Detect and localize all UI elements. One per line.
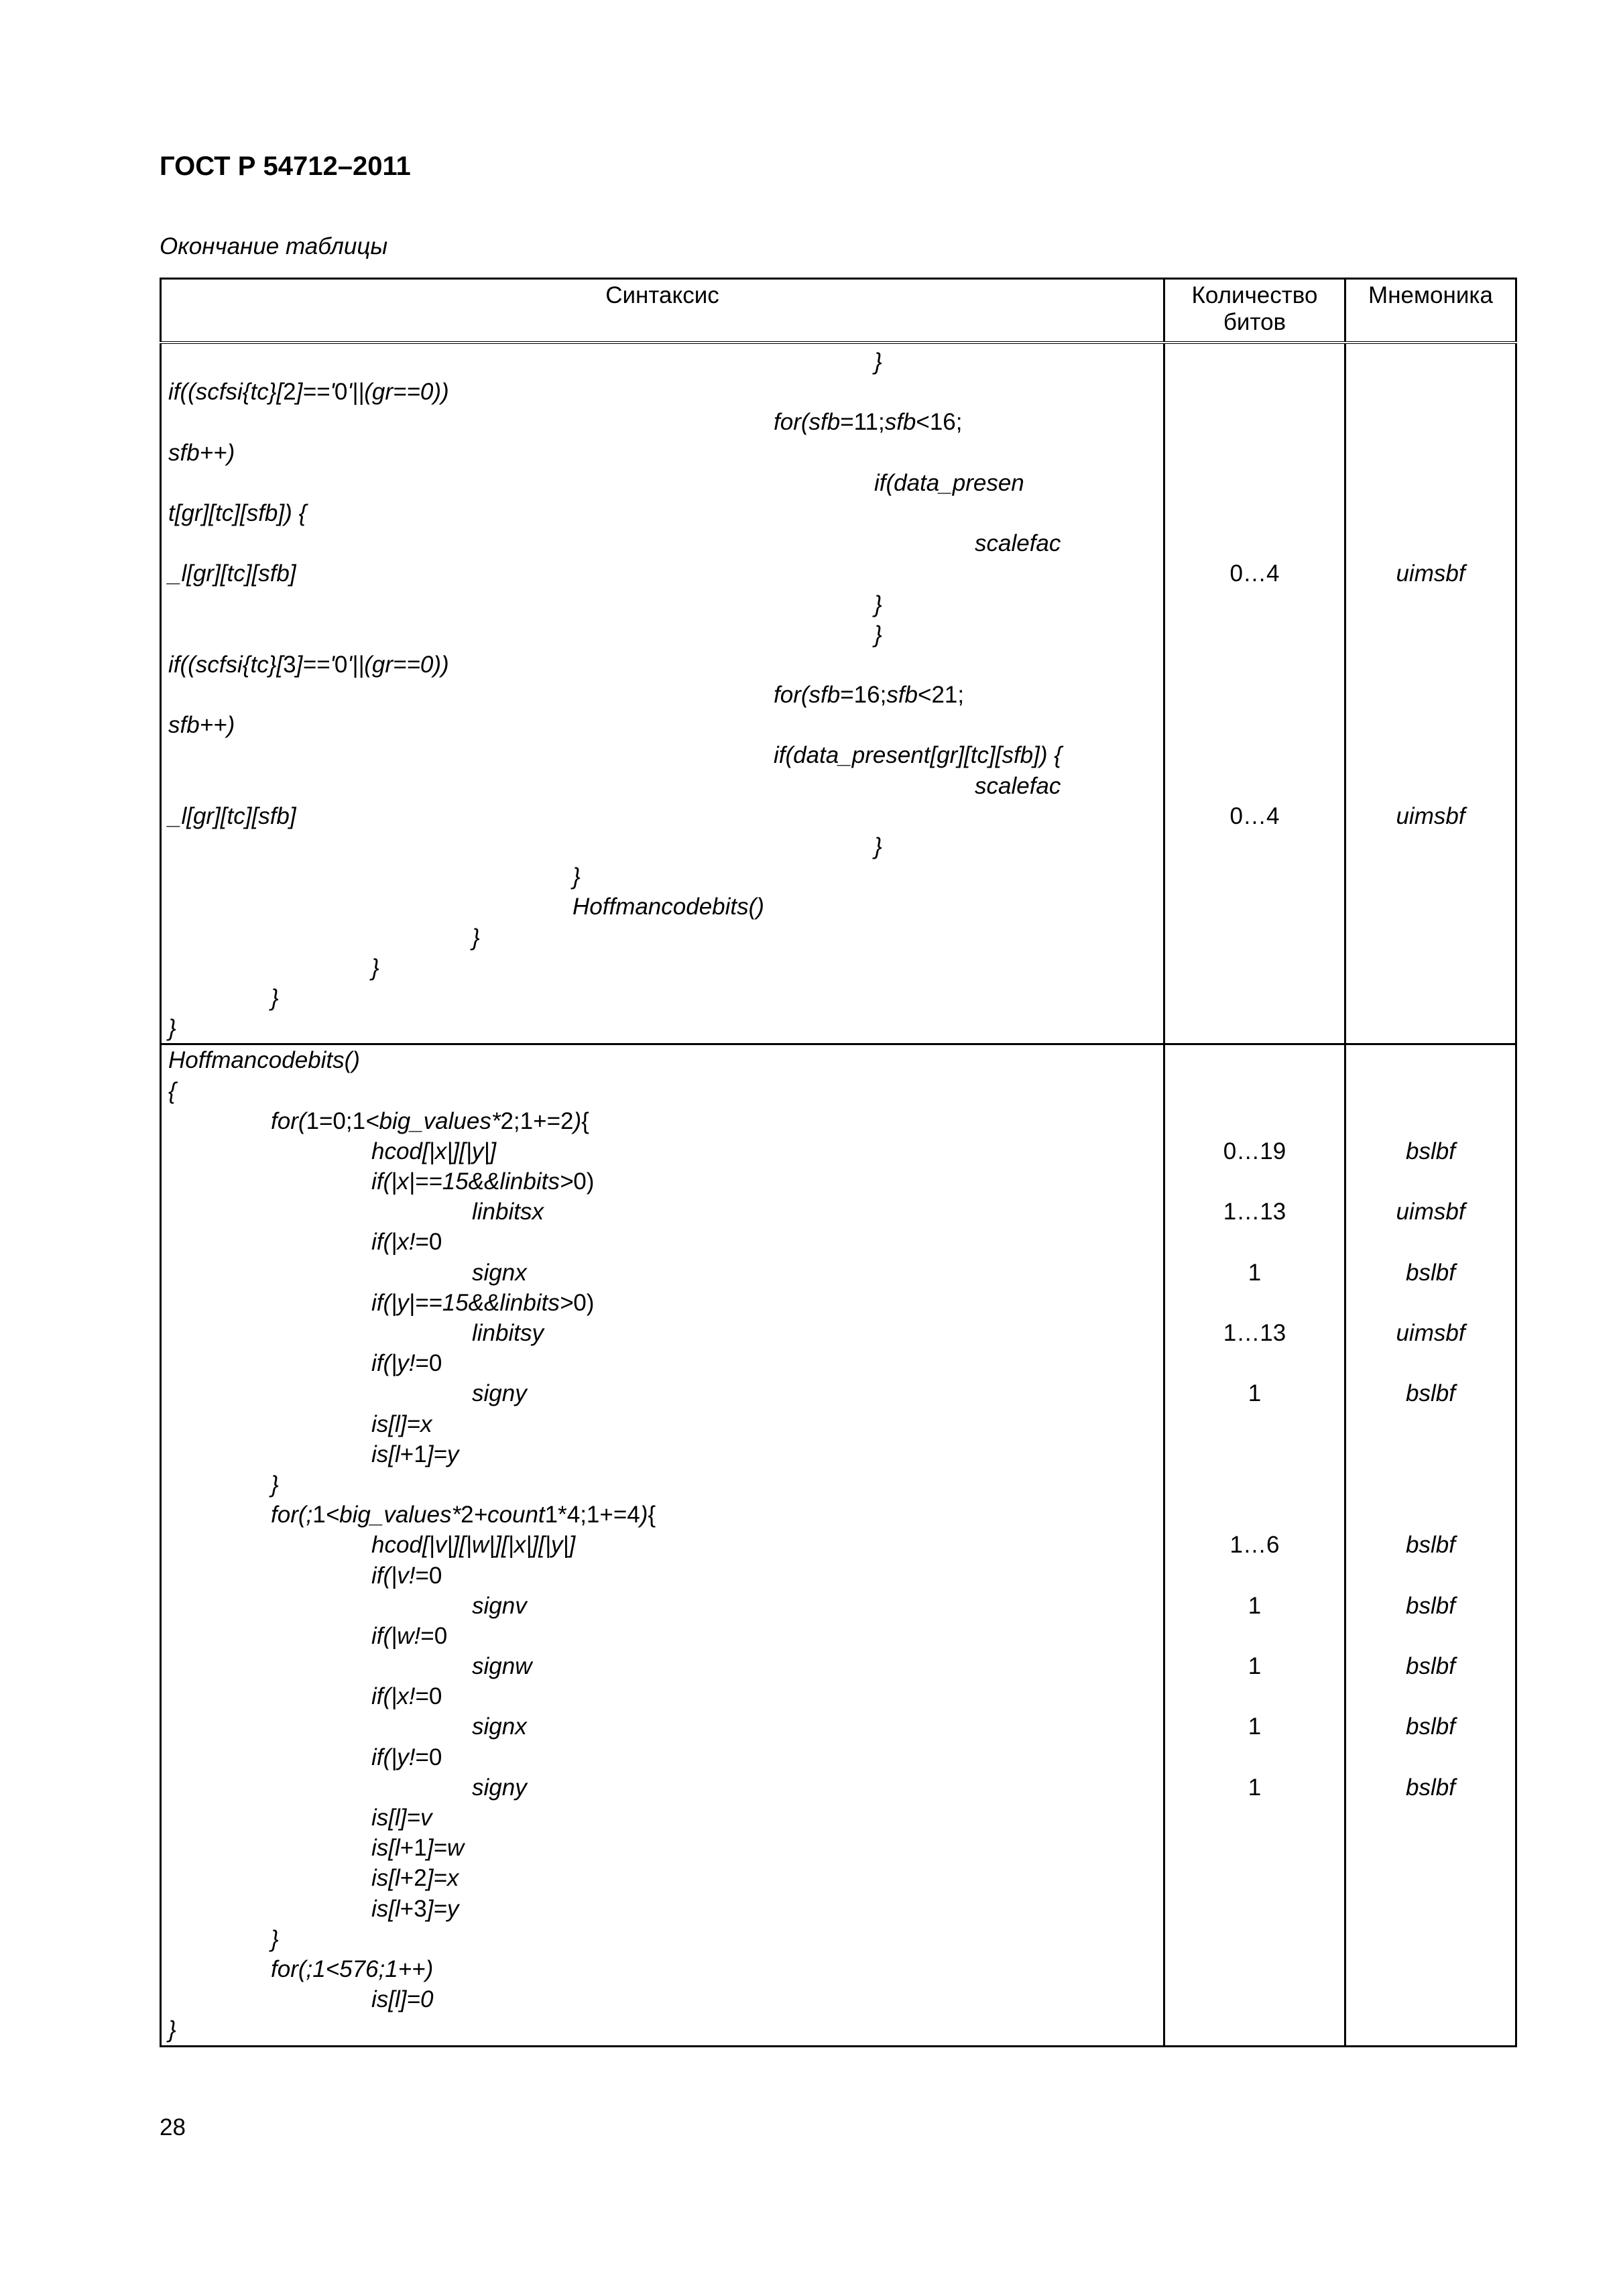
mnemonic-value: [1346, 1954, 1515, 1984]
code-token: 0: [334, 651, 348, 678]
syntax-line: [168, 1530, 1163, 1560]
syntax-line: [168, 619, 1163, 650]
code-token: 1=0;1: [306, 1107, 366, 1134]
mnemonic-value: [1346, 1106, 1515, 1136]
syntax-line: [168, 347, 1163, 377]
code-token: ]==': [296, 651, 335, 678]
syntax-line: [168, 801, 1163, 831]
mnemonic-value: [1346, 1561, 1515, 1591]
code-token: 0: [334, 379, 348, 406]
code-token: <big_values*: [325, 1502, 461, 1528]
mnemonic-value: bslbf: [1406, 1713, 1455, 1740]
mnemonic-value: [1346, 650, 1515, 680]
syntax-line: [168, 377, 1163, 407]
bits-value: [1165, 1742, 1344, 1772]
bits-value: [1165, 1288, 1344, 1318]
table-caption: Окончание таблицы: [160, 233, 388, 259]
code-token: 0): [573, 1168, 595, 1195]
syntax-cell: [161, 343, 1164, 1044]
header-bits-line-2: битов: [1223, 309, 1286, 335]
bits-value: [1165, 1621, 1344, 1651]
bits-value: [1165, 680, 1344, 710]
mnemonic-value: [1346, 1500, 1515, 1530]
code-token: for(;1<576;1++): [271, 1955, 434, 1982]
syntax-line: [168, 1378, 1163, 1408]
code-token: if(data_present[gr][tc][sfb]) {: [774, 742, 1062, 769]
code-token: is[l: [371, 1865, 400, 1892]
mnemonic-value: [1346, 1803, 1515, 1833]
code-token: Hoffmancodebits(): [168, 1047, 360, 1074]
bits-value: [1165, 2014, 1344, 2045]
code-token: if(|x!: [371, 1229, 416, 1256]
mnemonic-value: [1346, 953, 1515, 983]
code-token: signy: [472, 1774, 527, 1801]
code-token: }: [168, 2016, 176, 2043]
bits-value: [1165, 468, 1344, 498]
header-syntax: [161, 279, 1164, 343]
header-mnemonic: [1345, 279, 1516, 343]
code-token: <big_values*: [365, 1107, 501, 1134]
table-header-row: [161, 279, 1516, 343]
page-number: 28: [160, 2114, 186, 2140]
syntax-line: [168, 1500, 1163, 1530]
mnemonic-value: [1346, 1984, 1515, 2014]
mnemonic-value: [1346, 1833, 1515, 1863]
bits-value: [1165, 347, 1344, 377]
syntax-line: [168, 771, 1163, 801]
bits-value: [1165, 740, 1344, 770]
syntax-line: [168, 1197, 1163, 1227]
code-token: is[l]=0: [371, 1986, 434, 2013]
code-token: is[l]=x: [371, 1410, 432, 1437]
mnemonic-value: [1346, 468, 1515, 498]
code-token: }: [168, 1015, 176, 1042]
code-token: is[l: [371, 1441, 400, 1467]
bits-value: [1165, 650, 1344, 680]
bits-value: [1165, 1894, 1344, 1924]
code-token: 2: [461, 1502, 474, 1528]
syntax-line: [168, 710, 1163, 740]
bits-value: [1165, 1166, 1344, 1197]
mnemonic-value: [1346, 498, 1515, 528]
syntax-line: [168, 1803, 1163, 1833]
code-token: }: [874, 621, 882, 648]
syntax-line: [168, 2014, 1163, 2045]
code-token: sfb++): [168, 712, 235, 739]
code-token: for(sfb: [774, 682, 841, 709]
syntax-line: [168, 922, 1163, 953]
bits-value: 1: [1248, 1259, 1262, 1286]
syntax-line: [168, 407, 1163, 437]
bits-value: 0…19: [1223, 1138, 1286, 1164]
code-token: scalefac: [975, 772, 1061, 799]
header-mnemonic-label: Мнемоника: [1368, 282, 1493, 308]
code-token: for(sfb: [774, 409, 841, 436]
code-token: if(data_presen: [874, 469, 1024, 496]
code-token: =0: [415, 1683, 442, 1710]
mnemonic-value: bslbf: [1406, 1774, 1455, 1801]
mnemonic-value: bslbf: [1406, 1138, 1455, 1164]
mnemonic-value: [1346, 740, 1515, 770]
code-token: '||(gr==0)): [347, 651, 449, 678]
bits-value: [1165, 1106, 1344, 1136]
document-title: ГОСТ Р 54712–2011: [160, 152, 411, 181]
syntax-line: [168, 983, 1163, 1013]
syntax-line: [168, 528, 1163, 558]
code-token: ]=y: [426, 1441, 459, 1467]
mnemonic-value: [1346, 1439, 1515, 1469]
code-token: scalefac: [975, 530, 1061, 557]
bits-value: 1: [1248, 1653, 1262, 1680]
code-token: if(|x!: [371, 1683, 416, 1710]
mnemonic-value: [1346, 1045, 1515, 1075]
code-token: if(|y!: [371, 1744, 416, 1770]
bits-value: [1165, 1045, 1344, 1075]
mnemonic-value: bslbf: [1406, 1380, 1455, 1407]
code-token: sfb++): [168, 439, 235, 466]
mnemonic-value: [1346, 1409, 1515, 1439]
code-token: signv: [472, 1592, 527, 1619]
bits-value: [1165, 831, 1344, 861]
mnemonic-value: [1346, 1621, 1515, 1651]
syntax-line: [168, 1621, 1163, 1651]
syntax-line: [168, 680, 1163, 710]
bits-value: [1165, 407, 1344, 437]
bits-value: [1165, 861, 1344, 892]
bits-value: 1…13: [1223, 1199, 1286, 1225]
code-token: 1: [544, 1502, 558, 1528]
code-token: for(: [271, 1107, 306, 1134]
bits-value: [1165, 1681, 1344, 1711]
bits-value: [1165, 1924, 1344, 1954]
code-token: linbitsx: [472, 1199, 544, 1225]
code-token: is[l: [371, 1835, 400, 1862]
code-token: }: [874, 591, 882, 617]
mnemonic-cell: [1345, 1044, 1516, 2046]
syntax-line: [168, 1258, 1163, 1288]
bits-cell: [1164, 1044, 1345, 2046]
code-token: '||(gr==0)): [347, 379, 449, 406]
bits-value: 1…13: [1223, 1320, 1286, 1346]
mnemonic-value: [1346, 1742, 1515, 1772]
code-token: sfb: [884, 409, 916, 436]
code-token: }: [271, 1925, 279, 1952]
code-token: <16;: [916, 409, 963, 436]
code-token: {: [648, 1502, 656, 1528]
mnemonic-value: [1346, 1469, 1515, 1500]
header-bits: [1164, 279, 1345, 343]
mnemonic-value: [1346, 831, 1515, 861]
syntax-line: [168, 861, 1163, 892]
mnemonic-value: bslbf: [1406, 1259, 1455, 1286]
mnemonic-value: [1346, 2014, 1515, 2045]
bits-value: [1165, 983, 1344, 1013]
code-token: +1: [400, 1835, 427, 1862]
syntax-line: [168, 831, 1163, 861]
syntax-line: [168, 1013, 1163, 1043]
syntax-line: [168, 892, 1163, 922]
syntax-line: [168, 1681, 1163, 1711]
bits-value: [1165, 1076, 1344, 1106]
syntax-line: [168, 1076, 1163, 1106]
mnemonic-value: [1346, 407, 1515, 437]
code-token: }: [271, 1471, 279, 1498]
code-token: 0): [573, 1289, 595, 1316]
mnemonic-value: [1346, 619, 1515, 650]
mnemonic-value: [1346, 438, 1515, 468]
syntax-line: [168, 589, 1163, 619]
syntax-line: [168, 1288, 1163, 1318]
bits-value: [1165, 1409, 1344, 1439]
code-token: signy: [472, 1380, 527, 1407]
syntax-line: [168, 1318, 1163, 1348]
syntax-line: [168, 1924, 1163, 1954]
mnemonic-value: [1346, 1924, 1515, 1954]
bits-value: [1165, 922, 1344, 953]
bits-value: [1165, 1500, 1344, 1530]
code-token: }: [472, 924, 480, 951]
syntax-line: [168, 1136, 1163, 1166]
code-token: signw: [472, 1653, 532, 1680]
bits-value: [1165, 498, 1344, 528]
syntax-line: [168, 1591, 1163, 1621]
mnemonic-value: [1346, 1227, 1515, 1257]
code-token: =11;: [840, 409, 885, 436]
code-token: {: [168, 1077, 176, 1104]
code-token: =0: [415, 1744, 442, 1770]
code-token: }: [271, 984, 279, 1011]
code-token: t[gr][tc][sfb]) {: [168, 499, 307, 526]
code-token: is[l: [371, 1895, 400, 1922]
bits-value: [1165, 710, 1344, 740]
bits-value: [1165, 1469, 1344, 1500]
table-body: [161, 343, 1516, 2046]
code-token: if(|x|==15&&linbits>: [371, 1168, 574, 1195]
syntax-line: [168, 740, 1163, 770]
bits-value: 1: [1248, 1380, 1262, 1407]
code-token: for(;: [271, 1502, 313, 1528]
mnemonic-value: [1346, 1166, 1515, 1197]
code-token: ]==': [296, 379, 335, 406]
code-token: +3: [400, 1895, 427, 1922]
bits-value: [1165, 1227, 1344, 1257]
code-token: sfb: [886, 682, 918, 709]
syntax-line: [168, 1833, 1163, 1863]
code-token: _l[gr][tc][sfb]: [168, 560, 296, 587]
code-token: }: [371, 954, 379, 981]
code-token: ]=x: [426, 1865, 459, 1892]
syntax-line: [168, 1348, 1163, 1378]
header-syntax-label: Синтаксис: [605, 282, 719, 308]
table-row: [161, 1044, 1516, 2046]
code-token: =0: [415, 1350, 442, 1377]
mnemonic-value: [1346, 1894, 1515, 1924]
code-token: 1: [312, 1502, 326, 1528]
mnemonic-value: uimsbf: [1396, 1320, 1465, 1346]
code-token: +count: [473, 1502, 545, 1528]
mnemonic-value: [1346, 710, 1515, 740]
mnemonic-value: [1346, 680, 1515, 710]
code-token: 3: [283, 651, 296, 678]
syntax-line: [168, 1711, 1163, 1742]
syntax-line: [168, 1651, 1163, 1681]
code-token: }: [573, 863, 581, 890]
syntax-line: [168, 1742, 1163, 1772]
code-token: if(|y!: [371, 1350, 416, 1377]
mnemonic-value: [1346, 1288, 1515, 1318]
syntax-line: [168, 1409, 1163, 1439]
code-token: ): [640, 1502, 648, 1528]
syntax-line: [168, 1439, 1163, 1469]
code-token: if((scfsi{tc}[: [168, 651, 284, 678]
code-token: =0: [420, 1622, 448, 1649]
bits-value: [1165, 1013, 1344, 1043]
code-token: 2: [283, 379, 296, 406]
mnemonic-value: bslbf: [1406, 1592, 1455, 1619]
code-token: +1: [400, 1441, 427, 1467]
mnemonic-value: [1346, 983, 1515, 1013]
mnemonic-value: [1346, 1681, 1515, 1711]
code-token: +2: [400, 1865, 427, 1892]
bits-value: [1165, 1439, 1344, 1469]
syntax-line: [168, 650, 1163, 680]
code-token: =0: [415, 1229, 442, 1256]
code-token: {: [581, 1107, 589, 1134]
bits-value: 1: [1248, 1774, 1262, 1801]
code-token: hcod[|x|][|y|]: [371, 1138, 497, 1164]
syntax-line: [168, 498, 1163, 528]
bits-value: [1165, 377, 1344, 407]
bits-value: [1165, 438, 1344, 468]
code-token: signx: [472, 1259, 527, 1286]
syntax-line: [168, 1894, 1163, 1924]
mnemonic-cell: [1345, 343, 1516, 1044]
syntax-line: [168, 468, 1163, 498]
code-token: Hoffmancodebits(): [573, 894, 764, 920]
bits-value: [1165, 1561, 1344, 1591]
bits-value: [1165, 1803, 1344, 1833]
code-token: }: [874, 833, 882, 859]
code-token: is[l]=v: [371, 1805, 432, 1831]
bits-value: 1: [1248, 1592, 1262, 1619]
mnemonic-value: [1346, 861, 1515, 892]
syntax-line: [168, 953, 1163, 983]
syntax-line: [168, 438, 1163, 468]
code-token: 2;1+=2: [500, 1107, 574, 1134]
syntax-line: [168, 1106, 1163, 1136]
bits-value: [1165, 953, 1344, 983]
mnemonic-value: [1346, 1076, 1515, 1106]
mnemonic-value: [1346, 377, 1515, 407]
code-token: if(|w!: [371, 1622, 421, 1649]
bits-value: 0…4: [1229, 802, 1280, 829]
code-token: if(|v!: [371, 1562, 416, 1589]
code-token: *4;1+=4: [558, 1502, 640, 1528]
bits-value: [1165, 1954, 1344, 1984]
bits-value: 0…4: [1229, 560, 1280, 587]
bits-value: [1165, 771, 1344, 801]
bits-value: [1165, 1863, 1344, 1893]
bits-value: [1165, 892, 1344, 922]
syntax-line: [168, 1166, 1163, 1197]
syntax-line: [168, 1984, 1163, 2014]
bits-value: [1165, 1984, 1344, 2014]
syntax-line: [168, 1863, 1163, 1893]
bits-cell: [1164, 343, 1345, 1044]
mnemonic-value: [1346, 1863, 1515, 1893]
syntax-line: [168, 1561, 1163, 1591]
code-token: }: [874, 349, 882, 375]
code-token: if(|y|==15&&linbits>: [371, 1289, 574, 1316]
mnemonic-value: [1346, 922, 1515, 953]
code-token: <21;: [918, 682, 965, 709]
mnemonic-value: bslbf: [1406, 1532, 1455, 1559]
syntax-line: [168, 1772, 1163, 1803]
header-bits-line-1: Количество: [1191, 282, 1318, 308]
code-token: linbitsy: [472, 1320, 544, 1346]
syntax-line: [168, 1469, 1163, 1500]
mnemonic-value: [1346, 892, 1515, 922]
bits-value: [1165, 619, 1344, 650]
code-token: hcod[|v|][|w|][|x|][|y|]: [371, 1532, 576, 1559]
code-token: =16;: [840, 682, 887, 709]
table-row: [161, 343, 1516, 1044]
bits-value: [1165, 528, 1344, 558]
code-token: ]=w: [426, 1835, 465, 1862]
syntax-table: [160, 278, 1517, 2047]
mnemonic-value: [1346, 347, 1515, 377]
code-token: ]=y: [426, 1895, 459, 1922]
syntax-cell: [161, 1044, 1164, 2046]
bits-value: [1165, 589, 1344, 619]
code-token: signx: [472, 1713, 527, 1740]
code-token: if((scfsi{tc}[: [168, 379, 284, 406]
mnemonic-value: [1346, 1348, 1515, 1378]
mnemonic-value: [1346, 589, 1515, 619]
mnemonic-value: uimsbf: [1396, 1199, 1465, 1225]
bits-value: 1…6: [1229, 1532, 1280, 1559]
syntax-line: [168, 1045, 1163, 1075]
bits-value: 1: [1248, 1713, 1262, 1740]
mnemonic-value: [1346, 771, 1515, 801]
mnemonic-value: uimsbf: [1396, 802, 1465, 829]
syntax-line: [168, 558, 1163, 589]
mnemonic-value: [1346, 528, 1515, 558]
code-token: ): [573, 1107, 582, 1134]
mnemonic-value: [1346, 1013, 1515, 1043]
bits-value: [1165, 1348, 1344, 1378]
syntax-line: [168, 1227, 1163, 1257]
mnemonic-value: uimsbf: [1396, 560, 1465, 587]
syntax-line: [168, 1954, 1163, 1984]
mnemonic-value: bslbf: [1406, 1653, 1455, 1680]
bits-value: [1165, 1833, 1344, 1863]
code-token: _l[gr][tc][sfb]: [168, 802, 296, 829]
code-token: =0: [415, 1562, 442, 1589]
